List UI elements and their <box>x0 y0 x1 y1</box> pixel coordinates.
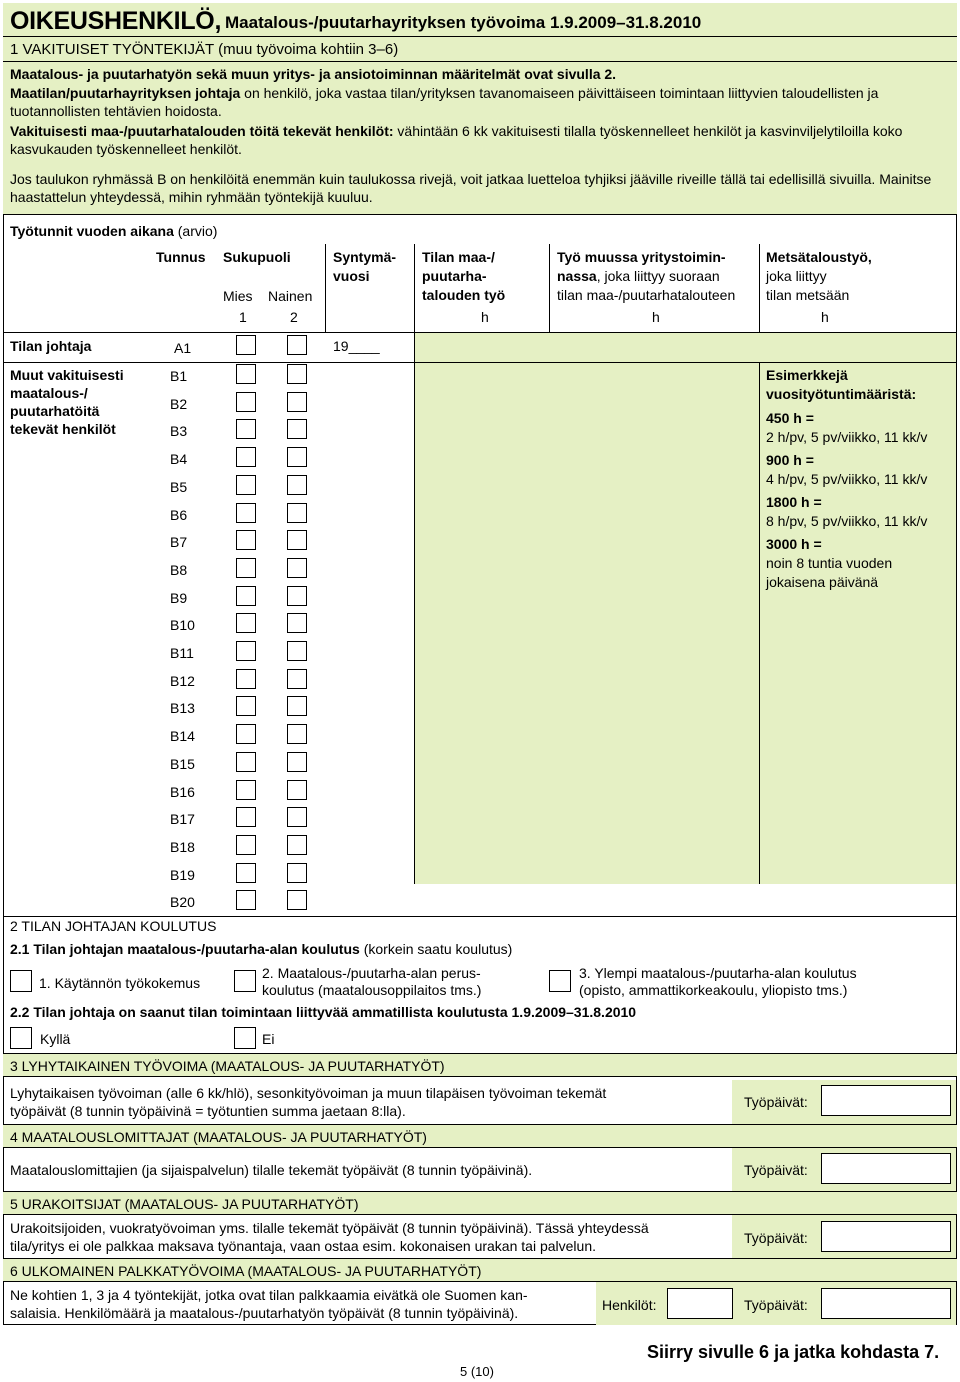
col-syntymavuosi-1: Syntymä- <box>333 249 397 265</box>
example-4-desc: noin 8 tuntia vuoden jokaisena päivänä <box>766 555 893 590</box>
row-divider <box>3 332 957 333</box>
mies-checkbox[interactable] <box>236 835 256 855</box>
example-2-desc: 4 h/pv, 5 pv/viikko, 11 kk/v <box>766 471 928 487</box>
section2-title: 2 TILAN JOHTAJAN KOULUTUS <box>10 918 217 934</box>
col-metsa-1: Metsätaloustyö, <box>766 249 872 265</box>
mies-checkbox[interactable] <box>236 475 256 495</box>
section6-persons-label: Henkilöt: <box>602 1297 657 1313</box>
nainen-checkbox[interactable] <box>287 447 307 467</box>
johtaja-mies-checkbox[interactable] <box>236 335 256 355</box>
mies-checkbox[interactable] <box>236 641 256 661</box>
nainen-checkbox[interactable] <box>287 475 307 495</box>
worktime-term: Työtunnit vuoden aikana <box>10 223 174 239</box>
col-tila-1: Tilan maa-/ <box>422 249 495 265</box>
mies-checkbox[interactable] <box>236 780 256 800</box>
section6-text <box>10 1286 528 1322</box>
section4-title: 4 MAATALOUSLOMITTAJAT (MAATALOUS- JA PUUTARHATYÖT) <box>10 1129 427 1145</box>
q22-yes-checkbox[interactable] <box>10 1027 32 1049</box>
row-johtaja-label: Tilan johtaja <box>10 338 92 354</box>
section5-days-input[interactable] <box>821 1221 951 1252</box>
row-code: B17 <box>170 811 195 828</box>
row-code: B9 <box>170 589 188 606</box>
row-johtaja-year: 19____ <box>333 338 380 354</box>
example-4-hours: 3000 h = <box>766 536 822 552</box>
row-code: B6 <box>170 506 188 523</box>
divider <box>3 214 957 215</box>
mies-checkbox[interactable] <box>236 807 256 827</box>
row-code: B19 <box>170 866 195 883</box>
nainen-checkbox[interactable] <box>287 364 307 384</box>
nainen-checkbox[interactable] <box>287 613 307 633</box>
col-nainen: Nainen <box>268 288 313 304</box>
section6-title: 6 ULKOMAINEN PALKKATYÖVOIMA (MAATALOUS- JA PUUTARHATYÖT) <box>10 1263 482 1279</box>
section4-header <box>3 1124 957 1148</box>
example-1-hours: 450 h = <box>766 410 814 426</box>
nainen-checkbox[interactable] <box>287 724 307 744</box>
example-1 <box>766 409 956 447</box>
nainen-checkbox[interactable] <box>287 586 307 606</box>
mies-checkbox[interactable] <box>236 558 256 578</box>
hours-area <box>415 362 759 884</box>
col-tila-unit: h <box>481 309 489 325</box>
nainen-checkbox[interactable] <box>287 780 307 800</box>
johtaja-nainen-checkbox[interactable] <box>287 335 307 355</box>
row-code: B18 <box>170 838 195 855</box>
row-code: B10 <box>170 617 195 634</box>
section5-header <box>3 1191 957 1215</box>
mies-checkbox[interactable] <box>236 724 256 744</box>
col-muu-3: tilan maa-/puutarhatalouteen <box>557 287 736 303</box>
row-code: B15 <box>170 755 195 772</box>
q21-note: (korkein saatu koulutus) <box>359 941 513 957</box>
row-code: B3 <box>170 423 188 440</box>
definitions-note: Maatalous- ja puutarhatyön sekä muun yritys- ja ansiotoiminnan määritelmät ovat sivulla 2. <box>10 66 617 82</box>
q22-yes-label: Kyllä <box>40 1031 71 1047</box>
row-johtaja-code: A1 <box>174 340 192 356</box>
row-code: B5 <box>170 478 188 495</box>
section6-persons-input[interactable] <box>667 1288 733 1319</box>
nainen-checkbox[interactable] <box>287 696 307 716</box>
section5-line1: Urakoitsijoiden, vuokratyövoiman yms. tilalle tekemät työpäivät (8 tunnin työpäivinä). Tässä yhteydessä <box>10 1220 649 1236</box>
mies-checkbox[interactable] <box>236 419 256 439</box>
col-tila-3: talouden työ <box>422 287 506 303</box>
row-code: B13 <box>170 700 195 717</box>
examples-title: Esimerkkejä vuosityötuntimääristä: <box>766 367 917 402</box>
manager-definition <box>10 84 950 120</box>
manager-hours-area <box>415 332 956 362</box>
manager-text: on henkilö, joka vastaa tilan/yrityksen tavanomaiseen päivittäiseen toimintaan liittyvien taloudellisten ja tuotannollisten tehtävien hoidosta. <box>10 85 879 120</box>
next-page-instruction: Siirry sivulle 6 ja jatka kohdasta 7. <box>647 1342 940 1362</box>
row-code: B20 <box>170 894 195 911</box>
section4-days-label: Työpäivät: <box>744 1162 808 1178</box>
mies-checkbox[interactable] <box>236 392 256 412</box>
col-metsa-unit: h <box>821 309 829 325</box>
q22-no-label: Ei <box>262 1031 275 1047</box>
section3-line2: työpäivät (8 tunnin työpäivinä = työtuntien summa jaetaan 8:lla). <box>10 1103 406 1119</box>
section3-title: 3 LYHYTAIKAINEN TYÖVOIMA (MAATALOUS- JA PUUTARHATYÖT) <box>10 1058 445 1074</box>
training-opt2-line1: 2. Maatalous-/puutarha-alan perus- <box>262 965 481 981</box>
section3-line1: Lyhytaikaisen työvoiman (alle 6 kk/hlö), sesonkityövoiman ja muun tilapäisen työvoiman tekemät <box>10 1085 607 1101</box>
form-subtitle: Maatalous-/puutarhayrityksen työvoima 1.9.2009–31.8.2010 <box>225 13 702 32</box>
col-syntymavuosi-2: vuosi <box>333 268 370 284</box>
permanent-definition <box>10 122 950 158</box>
example-3-hours: 1800 h = <box>766 494 822 510</box>
training-opt2-line2: koulutus (maatalousoppilaitos tms.) <box>262 982 482 998</box>
mies-checkbox[interactable] <box>236 669 256 689</box>
permanent-term: Vakituisesti maa-/puutarhatalouden töitä tekevät henkilöt: <box>10 123 394 139</box>
section1-title: 1 VAKITUISET TYÖNTEKIJÄT (muu työvoima kohtiin 3–6) <box>10 41 399 58</box>
col-tunnus: Tunnus <box>156 249 206 265</box>
q21 <box>10 940 512 958</box>
row-code: B11 <box>170 645 194 661</box>
row-code: B8 <box>170 561 188 578</box>
section3-days-label: Työpäivät: <box>744 1094 808 1110</box>
training-opt3-line2: (opisto, ammattikorkeakoulu, yliopisto tms.) <box>579 982 848 998</box>
nainen-checkbox[interactable] <box>287 503 307 523</box>
training-opt1-label: 1. Käytännön työkokemus <box>39 975 201 991</box>
permanent-text: vähintään 6 kk vakituisesti tilalla työskennelleet henkilöt ja kasvinviljelytiloilla koko kasvukauden työskennelleet henkilöt. <box>10 123 903 158</box>
training-opt1-checkbox[interactable] <box>10 970 32 992</box>
section5-text <box>10 1219 649 1255</box>
training-opt3-label <box>579 965 857 999</box>
training-opt3-line1: 3. Ylempi maatalous-/puutarha-alan koulutus <box>579 965 857 981</box>
col-tila-2: puutarha- <box>422 268 487 284</box>
col-num2: 2 <box>290 309 298 325</box>
nainen-checkbox[interactable] <box>287 392 307 412</box>
section6-line2: salaisia. Henkilömäärä ja maatalous-/puutarhatyön työpäivät (8 tunnin työpäivinä). <box>10 1305 519 1321</box>
nainen-checkbox[interactable] <box>287 752 307 772</box>
nainen-checkbox[interactable] <box>287 669 307 689</box>
example-3-desc: 8 h/pv, 5 pv/viikko, 11 kk/v <box>766 513 928 529</box>
form-title: OIKEUSHENKILÖ, <box>10 7 222 35</box>
col-muu-1: Työ muussa yritystoimin- <box>557 249 726 265</box>
mies-checkbox[interactable] <box>236 503 256 523</box>
manager-term: Maatilan/puutarhayrityksen johtaja <box>10 85 241 101</box>
nainen-checkbox[interactable] <box>287 807 307 827</box>
col-mies: Mies <box>223 288 253 304</box>
col-muu-2 <box>557 267 720 285</box>
section5-days-label: Työpäivät: <box>744 1230 808 1246</box>
col-metsa-2: joka liittyy <box>766 268 827 284</box>
section6-days-label: Työpäivät: <box>744 1297 808 1313</box>
overflow-note: Jos taulukon ryhmässä B on henkilöitä enemmän kuin taulukossa rivejä, voit jatkaa luetteloa tyhjiksi jääville riveille tällä tai edellisillä sivuilla. Mainitse haastattelun yhteydessä, mihin ryhmään työntekijä kuuluu. <box>10 171 932 206</box>
mies-checkbox[interactable] <box>236 890 256 910</box>
worktime-heading <box>10 222 217 240</box>
section4-text: Maatalouslomittajien (ja sijaispalvelun) tilalle tekemät työpäivät (8 tunnin työpäivinä). <box>10 1162 533 1178</box>
mies-checkbox[interactable] <box>236 447 256 467</box>
example-4 <box>766 535 956 592</box>
example-1-desc: 2 h/pv, 5 pv/viikko, 11 kk/v <box>766 429 928 445</box>
title-bar <box>3 3 957 37</box>
nainen-checkbox[interactable] <box>287 835 307 855</box>
section5-line2: tila/yritys ei ole palkkaa maksava työnantaja, vaan ostaa esim. kokonaisen urakan tai palvelun. <box>10 1238 596 1254</box>
nainen-checkbox[interactable] <box>287 890 307 910</box>
example-3 <box>766 493 956 531</box>
row-code: B1 <box>170 368 188 384</box>
section6-line1: Ne kohtien 1, 3 ja 4 työntekijät, jotka ovat tilan palkkaamia eivätkä ole Suomen kan- <box>10 1287 528 1303</box>
nainen-checkbox[interactable] <box>287 530 307 550</box>
col-muu-2-text: , joka liittyy suoraan <box>596 268 720 284</box>
row-code: B16 <box>170 783 195 800</box>
col-metsa-3: tilan metsään <box>766 287 850 303</box>
mies-checkbox[interactable] <box>236 586 256 606</box>
row-code: B7 <box>170 534 188 551</box>
mies-checkbox[interactable] <box>236 696 256 716</box>
section3-header <box>3 1053 957 1077</box>
col-divider <box>325 244 326 332</box>
nainen-checkbox[interactable] <box>287 558 307 578</box>
section1-header <box>3 37 957 62</box>
group-b-label: Muut vakituisesti maatalous-/ puutarhatöitä tekevät henkilöt <box>10 367 124 437</box>
col-num1: 1 <box>239 309 247 325</box>
section4-days-input[interactable] <box>821 1153 951 1184</box>
row-code: B12 <box>170 672 195 689</box>
training-opt3-checkbox[interactable] <box>549 970 571 992</box>
section3-text <box>10 1084 606 1120</box>
examples-block <box>766 366 956 592</box>
q22-no-checkbox[interactable] <box>234 1027 256 1049</box>
nainen-checkbox[interactable] <box>287 863 307 883</box>
q21-term: 2.1 Tilan johtajan maatalous-/puutarha-alan koulutus <box>10 941 360 957</box>
section5-title: 5 URAKOITSIJAT (MAATALOUS- JA PUUTARHATYÖT) <box>10 1196 359 1212</box>
row-code: B4 <box>170 451 188 468</box>
nainen-checkbox[interactable] <box>287 641 307 661</box>
section6-days-input[interactable] <box>821 1288 951 1319</box>
mies-checkbox[interactable] <box>236 364 256 384</box>
section3-days-input[interactable] <box>821 1085 951 1116</box>
mies-checkbox[interactable] <box>236 613 256 633</box>
worktime-note: (arvio) <box>173 223 218 239</box>
row-divider <box>3 362 957 363</box>
mies-checkbox[interactable] <box>236 530 256 550</box>
col-muu-2-term: nassa <box>557 268 597 284</box>
example-2-hours: 900 h = <box>766 452 814 468</box>
col-sukupuoli: Sukupuoli <box>223 249 291 265</box>
training-opt2-label <box>262 965 481 999</box>
page-number: 5 (10) <box>460 1364 494 1379</box>
q22: 2.2 Tilan johtaja on saanut tilan toimintaan liittyvää ammatillista koulutusta 1.9.2009–31.8.2010 <box>10 1004 637 1020</box>
row-code: B14 <box>170 728 195 745</box>
col-muu-unit: h <box>652 309 660 325</box>
intro-block <box>3 62 957 214</box>
row-code: B2 <box>170 395 188 412</box>
section6-header <box>3 1258 957 1282</box>
mies-checkbox[interactable] <box>236 752 256 772</box>
mies-checkbox[interactable] <box>236 863 256 883</box>
example-2 <box>766 451 956 489</box>
nainen-checkbox[interactable] <box>287 419 307 439</box>
training-opt2-checkbox[interactable] <box>234 970 256 992</box>
